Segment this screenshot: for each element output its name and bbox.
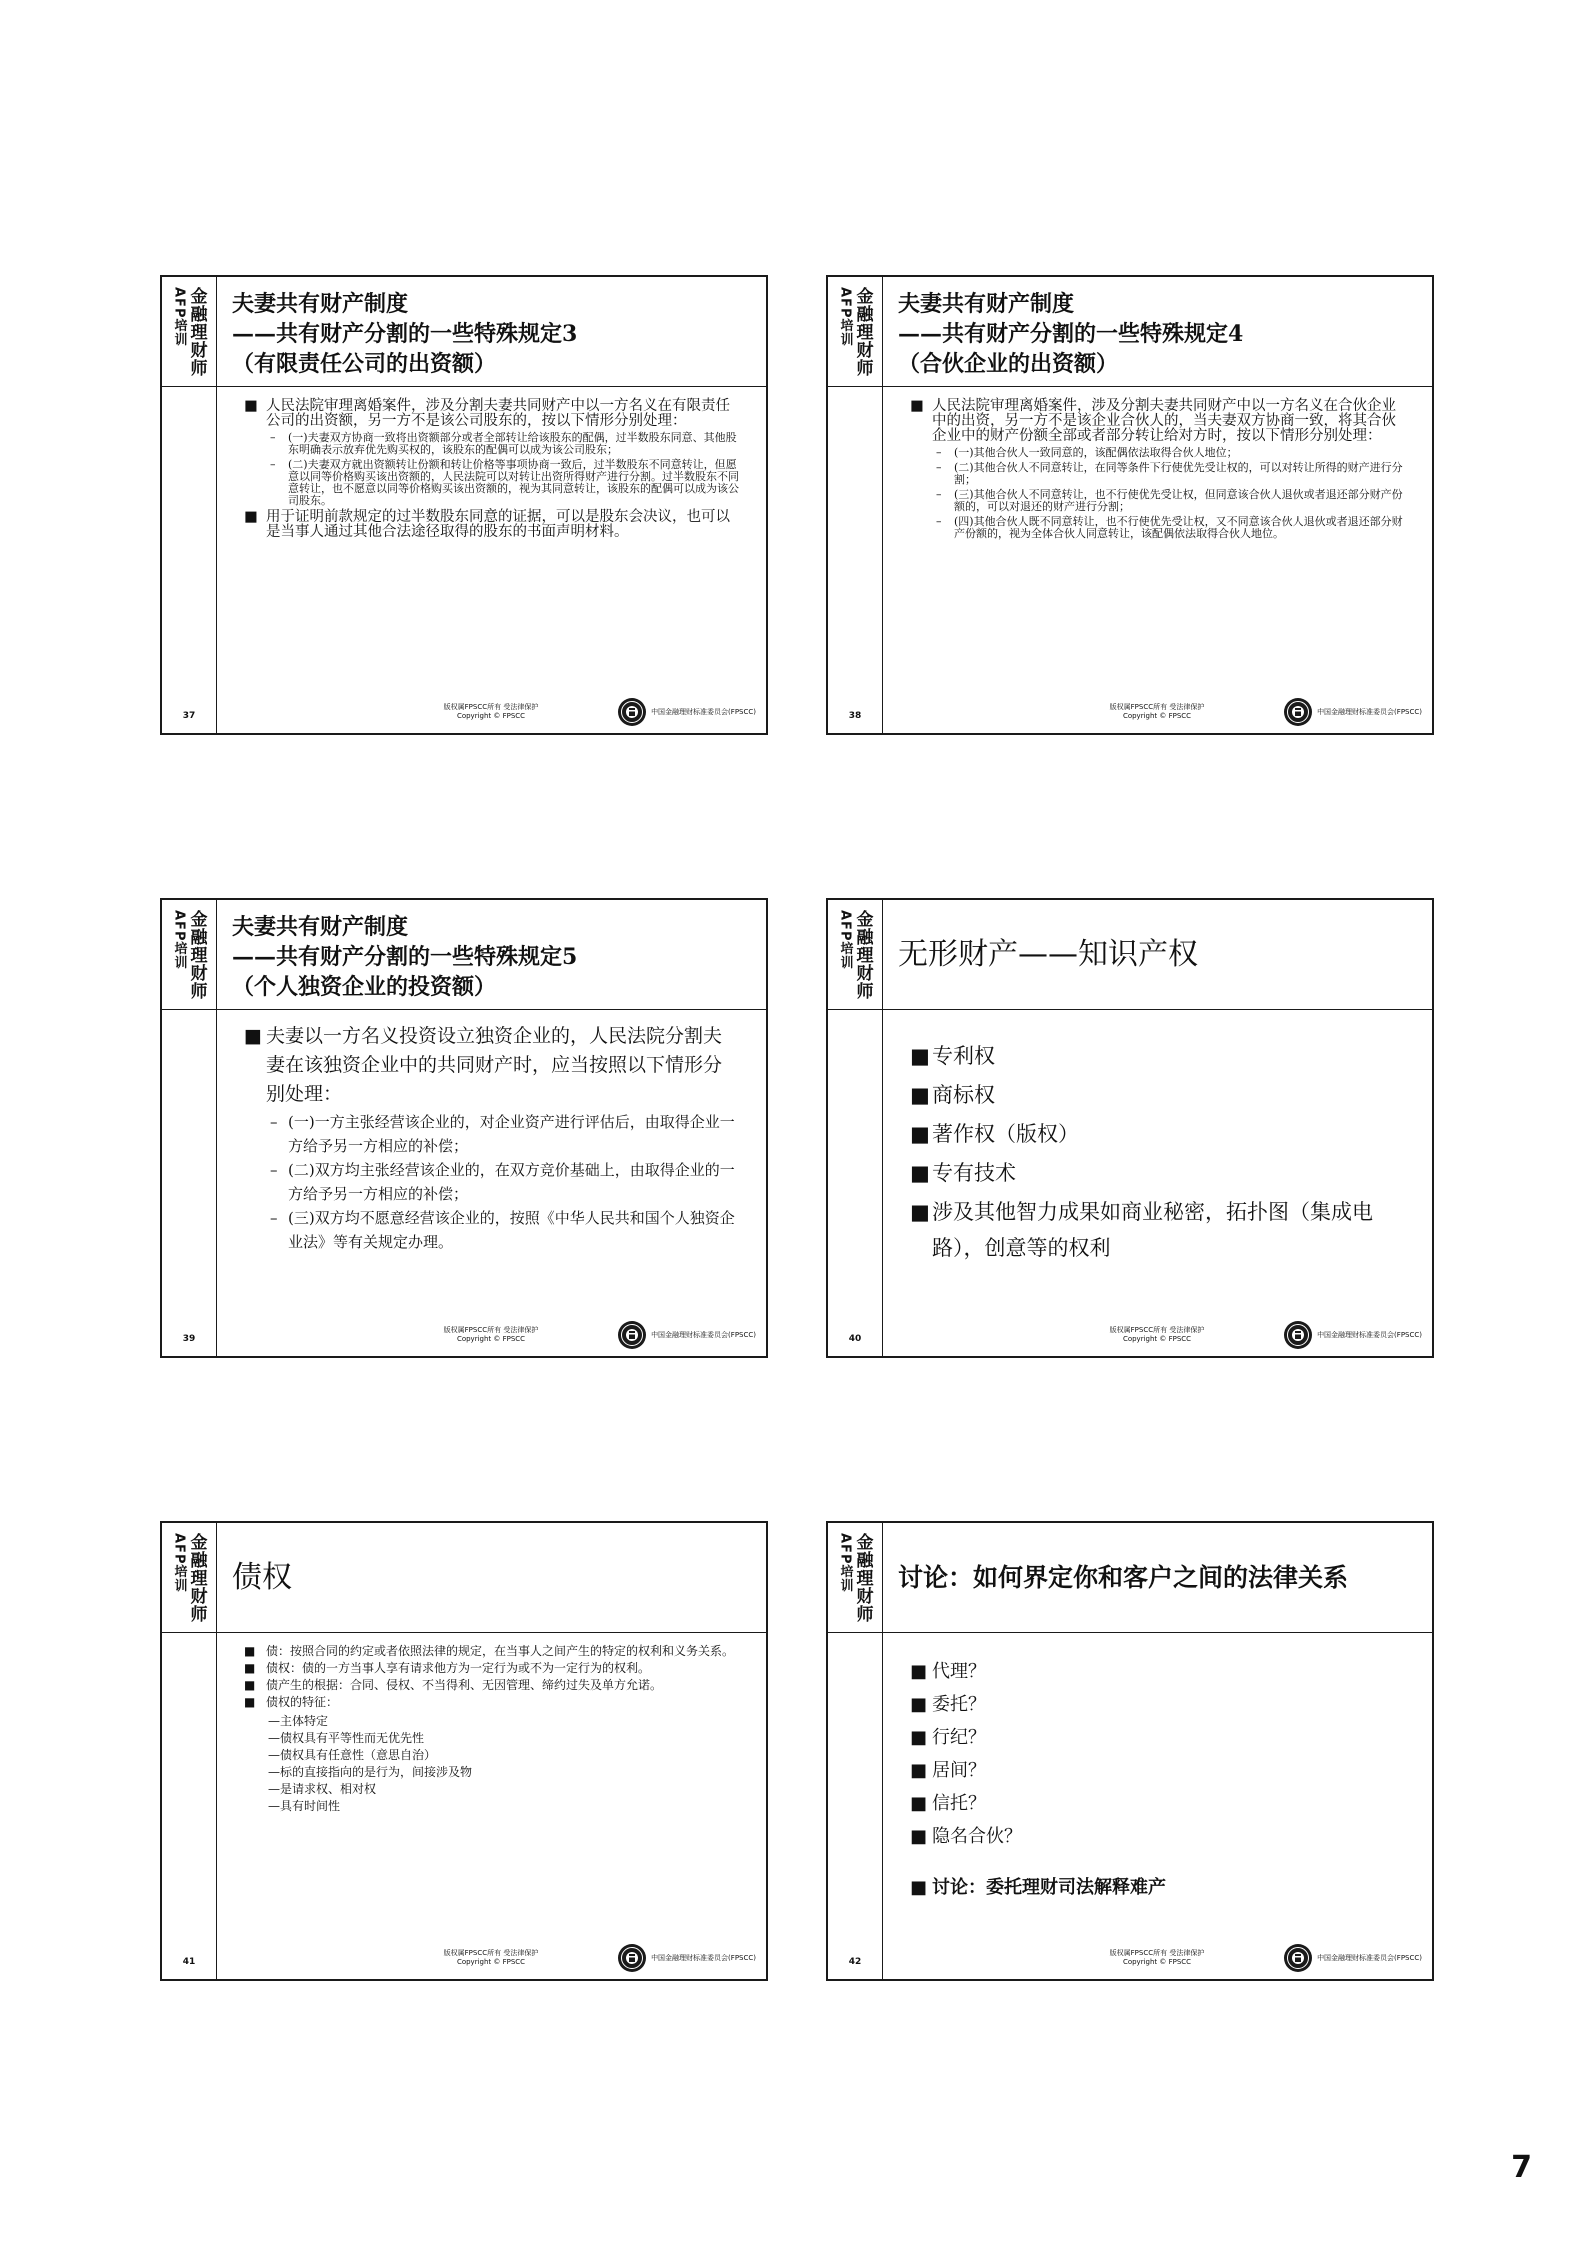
slide-number: 37 xyxy=(182,711,196,721)
slide-title xyxy=(216,1523,766,1633)
org-logo xyxy=(617,1320,756,1350)
copyright-line-2: Copyright © FPSCC xyxy=(456,1335,526,1343)
copyright-line-1: 版权属FPSCC所有 受法律保护 xyxy=(1109,703,1205,711)
bullet: ■ 债：按照合同的约定或者依照法律的规定，在当事人之间产生的特定的权利和义务关系。 xyxy=(244,1645,740,1658)
sub-bullet: – (二)双方均主张经营该企业的，在双方竞价基础上，由取得企业的一方给予另一方相应的补偿； xyxy=(266,1158,740,1206)
copyright xyxy=(426,1326,556,1344)
copyright-line-2: Copyright © FPSCC xyxy=(1122,1335,1192,1343)
slide-body xyxy=(882,387,1432,693)
bullet: ■ 商标权 xyxy=(910,1077,1406,1113)
fpscc-seal-icon xyxy=(1283,1320,1313,1350)
slide-body xyxy=(216,1633,766,1939)
org-logo xyxy=(1283,1943,1422,1973)
copyright xyxy=(426,703,556,721)
org-logo xyxy=(1283,697,1422,727)
slide-37 xyxy=(160,275,768,735)
copyright xyxy=(426,1949,556,1967)
sub-bullet: – (二)夫妻双方就出资额转让份额和转让价格等事项协商一致后，过半数股东不同意转让，但愿意以同等价格购买该出资额的，人民法院可以对转让出资所得财产进行分割。过半数股东不同意转让，也不愿意以同等价格购买该出资额的，视为其同意转让，该股东的配偶可以成为该公司股东。 xyxy=(266,459,740,507)
brand-cn: 金融理财师 xyxy=(852,910,873,1000)
title-line-3: （有限责任公司的出资额） xyxy=(232,351,497,377)
bullet: ■ 夫妻以一方名义投资设立独资企业的，人民法院分割夫妻在该独资企业中的共同财产时，应当按照以下情形分别处理： xyxy=(244,1022,740,1109)
slide-number: 42 xyxy=(848,1957,862,1967)
org-logo xyxy=(617,1943,756,1973)
brand-en: AFP培训 xyxy=(837,287,853,347)
slide-footer xyxy=(216,1316,766,1356)
slide-title xyxy=(882,900,1432,1010)
bullet: ■ 人民法院审理离婚案件，涉及分割夫妻共同财产中以一方名义在合伙企业中的出资，另一方不是该企业合伙人的，当夫妻双方协商一致，将其合伙企业中的财产份额全部或者部分转让给对方时，按以下情形分别处理： xyxy=(910,399,1406,444)
slide-title xyxy=(882,1523,1432,1633)
sub-bullet: – (二)其他合伙人不同意转让，在同等条件下行使优先受让权的，可以对转让所得的财产进行分割； xyxy=(932,462,1406,486)
bullet: ■ 用于证明前款规定的过半数股东同意的证据，可以是股东会决议，也可以是当事人通过其他合法途径取得的股东的书面声明材料。 xyxy=(244,510,740,540)
brand-en: AFP培训 xyxy=(837,910,853,970)
bullet: ■ 行纪？ xyxy=(910,1721,1406,1754)
org-name: 中国金融理财标准委员会(FPSCC) xyxy=(1317,708,1422,716)
org-name: 中国金融理财标准委员会(FPSCC) xyxy=(1317,1954,1422,1962)
sub-bullet: – (一)其他合伙人一致同意的，该配偶依法取得合伙人地位； xyxy=(932,447,1406,459)
title-line-2: ——共有财产分割的一些特殊规定5 xyxy=(232,944,578,970)
copyright-line-2: Copyright © FPSCC xyxy=(456,712,526,720)
slide-footer xyxy=(882,1316,1432,1356)
brand-vertical xyxy=(162,900,216,1010)
fpscc-seal-icon xyxy=(617,697,647,727)
fpscc-seal-icon xyxy=(617,1320,647,1350)
copyright-line-2: Copyright © FPSCC xyxy=(1122,712,1192,720)
title-line-2: ——共有财产分割的一些特殊规定4 xyxy=(898,321,1244,347)
copyright-line-1: 版权属FPSCC所有 受法律保护 xyxy=(443,1949,539,1957)
slide-body xyxy=(882,1633,1432,1939)
bullet: ■ 信托？ xyxy=(910,1787,1406,1820)
slide-title xyxy=(882,277,1432,387)
title-line-1: 夫妻共有财产制度 xyxy=(232,914,409,940)
slide-sidebar xyxy=(162,1523,217,1979)
slide-sidebar xyxy=(162,900,217,1356)
brand-en: AFP培训 xyxy=(171,287,187,347)
brand-vertical xyxy=(162,1523,216,1633)
sub-bullet: – (三)其他合伙人不同意转让，也不行使优先受让权，但同意该合伙人退伙或者退还部分财产份额的，可以对退还的财产进行分割； xyxy=(932,489,1406,513)
bullet: ■ 专利权 xyxy=(910,1038,1406,1074)
title-line-3: （个人独资企业的投资额） xyxy=(232,974,497,1000)
slide-sidebar xyxy=(162,277,217,733)
bullet: ■ 债权的特征： xyxy=(244,1696,740,1709)
bullet: ■ 隐名合伙？ xyxy=(910,1820,1406,1853)
bullet: ■ 人民法院审理离婚案件，涉及分割夫妻共同财产中以一方名义在有限责任公司的出资额，另一方不是该公司股东的，按以下情形分别处理： xyxy=(244,399,740,429)
bullet: ■ 著作权（版权） xyxy=(910,1116,1406,1152)
page-number: 7 xyxy=(1511,2150,1532,2185)
brand-cn: 金融理财师 xyxy=(186,287,207,377)
org-name: 中国金融理财标准委员会(FPSCC) xyxy=(1317,1331,1422,1339)
title-line-1: 讨论：如何界定你和客户之间的法律关系 xyxy=(898,1562,1349,1592)
brand-vertical xyxy=(828,900,882,1010)
title-line-2: ——共有财产分割的一些特殊规定3 xyxy=(232,321,578,347)
copyright xyxy=(1092,1326,1222,1344)
copyright-line-1: 版权属FPSCC所有 受法律保护 xyxy=(1109,1949,1205,1957)
discussion-bullet: ■ 讨论：委托理财司法解释难产 xyxy=(910,1871,1406,1904)
slide-body xyxy=(216,1010,766,1316)
brand-en: AFP培训 xyxy=(171,910,187,970)
slide-footer xyxy=(216,693,766,733)
sub-bullet: – (一)夫妻双方协商一致将出资额部分或者全部转让给该股东的配偶，过半数股东同意、其他股东明确表示放弃优先购买权的，该股东的配偶可以成为该公司股东； xyxy=(266,432,740,456)
title-line-1: 无形财产——知识产权 xyxy=(898,936,1198,972)
bullet: ■ 债权：债的一方当事人享有请求他方为一定行为或不为一定行为的权利。 xyxy=(244,1662,740,1675)
slide-body xyxy=(216,387,766,693)
fpscc-seal-icon xyxy=(1283,1943,1313,1973)
slide-41 xyxy=(160,1521,768,1981)
dash-item: —具有时间性 xyxy=(268,1799,341,1813)
copyright-line-1: 版权属FPSCC所有 受法律保护 xyxy=(1109,1326,1205,1334)
bullet: ■ 专有技术 xyxy=(910,1155,1406,1191)
bullet: ■ 涉及其他智力成果如商业秘密，拓扑图（集成电路），创意等的权利 xyxy=(910,1194,1406,1266)
copyright xyxy=(1092,703,1222,721)
slide-sidebar xyxy=(828,900,883,1356)
copyright-line-2: Copyright © FPSCC xyxy=(1122,1958,1192,1966)
bullet: ■ 居间？ xyxy=(910,1754,1406,1787)
org-name: 中国金融理财标准委员会(FPSCC) xyxy=(651,708,756,716)
brand-cn: 金融理财师 xyxy=(852,287,873,377)
slide-footer xyxy=(882,693,1432,733)
slide-39 xyxy=(160,898,768,1358)
brand-vertical xyxy=(828,277,882,387)
slide-42 xyxy=(826,1521,1434,1981)
fpscc-seal-icon xyxy=(617,1943,647,1973)
title-line-1: 债权 xyxy=(232,1559,292,1595)
slide-40 xyxy=(826,898,1434,1358)
slide-title xyxy=(216,900,766,1010)
dash-item: —是请求权、相对权 xyxy=(268,1782,377,1796)
slide-footer xyxy=(882,1939,1432,1979)
slide-footer xyxy=(216,1939,766,1979)
brand-vertical xyxy=(828,1523,882,1633)
slide-number: 40 xyxy=(848,1334,862,1344)
copyright-line-1: 版权属FPSCC所有 受法律保护 xyxy=(443,703,539,711)
dash-item: —债权具有任意性（意思自治） xyxy=(268,1748,437,1762)
fpscc-seal-icon xyxy=(1283,697,1313,727)
brand-cn: 金融理财师 xyxy=(186,910,207,1000)
title-line-1: 夫妻共有财产制度 xyxy=(232,291,409,317)
bullet: ■ 代理？ xyxy=(910,1655,1406,1688)
title-line-1: 夫妻共有财产制度 xyxy=(898,291,1075,317)
brand-en: AFP培训 xyxy=(171,1533,187,1593)
bullet: ■ 债产生的根据：合同、侵权、不当得利、无因管理、缔约过失及单方允诺。 xyxy=(244,1679,740,1692)
bullet: ■ 委托？ xyxy=(910,1688,1406,1721)
slide-number: 39 xyxy=(182,1334,196,1344)
title-line-3: （合伙企业的出资额） xyxy=(898,351,1119,377)
brand-cn: 金融理财师 xyxy=(186,1533,207,1623)
sub-bullet: – (四)其他合伙人既不同意转让，也不行使优先受让权，又不同意该合伙人退伙或者退还部分财产份额的，视为全体合伙人同意转让，该配偶依法取得合伙人地位。 xyxy=(932,516,1406,540)
org-logo xyxy=(1283,1320,1422,1350)
copyright-line-2: Copyright © FPSCC xyxy=(456,1958,526,1966)
slide-title xyxy=(216,277,766,387)
org-name: 中国金融理财标准委员会(FPSCC) xyxy=(651,1331,756,1339)
sub-bullet: – (一)一方主张经营该企业的，对企业资产进行评估后，由取得企业一方给予另一方相应的补偿； xyxy=(266,1110,740,1158)
copyright xyxy=(1092,1949,1222,1967)
slide-body xyxy=(882,1010,1432,1316)
brand-vertical xyxy=(162,277,216,387)
slide-38 xyxy=(826,275,1434,735)
slide-number: 38 xyxy=(848,711,862,721)
dash-item: —主体特定 xyxy=(268,1714,329,1728)
copyright-line-1: 版权属FPSCC所有 受法律保护 xyxy=(443,1326,539,1334)
dash-item: —标的直接指向的是行为，间接涉及物 xyxy=(268,1765,473,1779)
org-name: 中国金融理财标准委员会(FPSCC) xyxy=(651,1954,756,1962)
dash-item: —债权具有平等性而无优先性 xyxy=(268,1731,425,1745)
slide-number: 41 xyxy=(182,1957,196,1967)
brand-cn: 金融理财师 xyxy=(852,1533,873,1623)
brand-en: AFP培训 xyxy=(837,1533,853,1593)
org-logo xyxy=(617,697,756,727)
sub-bullet: – (三)双方均不愿意经营该企业的，按照《中华人民共和国个人独资企业法》等有关规定办理。 xyxy=(266,1206,740,1254)
slide-sidebar xyxy=(828,1523,883,1979)
slide-sidebar xyxy=(828,277,883,733)
